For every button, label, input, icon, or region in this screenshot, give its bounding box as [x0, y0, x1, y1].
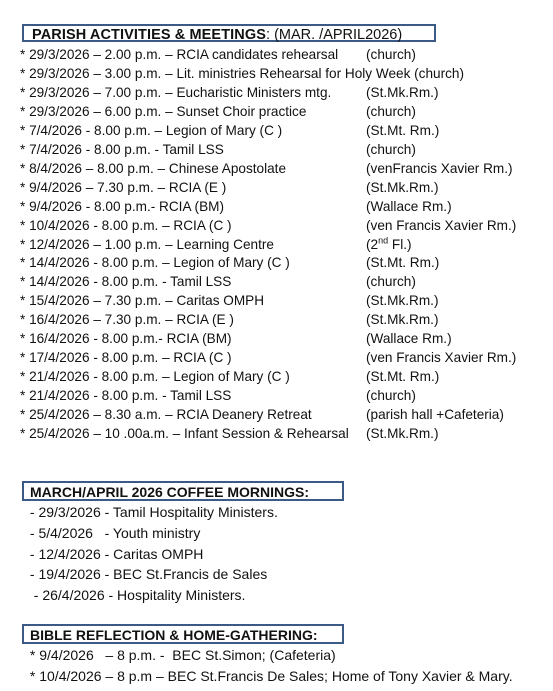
activity-text: * 7/4/2026 - 8.00 p.m. – Legion of Mary (C ): [20, 122, 283, 138]
activity-location-text: (St.Mk.Rm.): [366, 293, 439, 309]
activity-location-text: (St.Mt. Rm.): [366, 369, 440, 385]
activity-text: * 29/3/2026 – 6.00 p.m. – Sunset Choir practice: [20, 103, 307, 119]
activity-location-text: (church): [366, 274, 416, 290]
activity-text: * 9/4/2026 – 7.30 p.m. – RCIA (E ): [20, 179, 227, 195]
bible-reflection-heading: [22, 624, 344, 644]
activity-location: [366, 45, 416, 64]
bible-reflection-title: BIBLE REFLECTION & HOME-GATHERING:: [30, 627, 318, 643]
activity-text: * 17/4/2026 - 8.00 p.m. – RCIA (C ): [20, 350, 232, 366]
activity-location-text: (parish hall +Cafeteria): [366, 407, 504, 423]
activity-location: [366, 367, 439, 386]
activity-text: * 25/4/2026 – 10 .00a.m. – Infant Session & Rehearsal: [20, 426, 349, 441]
activity-location: [366, 291, 439, 310]
activity-location-text: (church): [366, 141, 416, 157]
coffee-mornings-title: MARCH/APRIL 2026 COFFEE MORNINGS: [30, 484, 305, 500]
coffee-morning-item: - 19/4/2026 - BEC St.Francis de Sales: [26, 566, 268, 583]
bible-gathering-item: * 10/4/2026 – 8 p.m – BEC St.Francis De Sales; Home of Tony Xavier & Mary.: [26, 668, 513, 684]
activity-text: * 25/4/2026 – 8.30 a.m. – RCIA Deanery Retreat: [20, 407, 312, 423]
activity-location: [366, 348, 516, 367]
activity-text: * 10/4/2026 - 8.00 p.m. – RCIA (C ): [20, 217, 232, 233]
activity-location-text: (2: [366, 236, 379, 252]
activity-location: [366, 310, 439, 329]
activity-location: [366, 83, 439, 102]
activity-location-text: (ven Francis Xavier Rm.): [366, 217, 517, 233]
parish-activities-title: PARISH ACTIVITIES & MEETINGS: [32, 27, 267, 43]
activity-text: * 9/4/2026 - 8.00 p.m.- RCIA (BM): [20, 198, 224, 214]
activity-location: [366, 102, 416, 121]
activity-text: * 14/4/2026 - 8.00 p.m. - Tamil LSS: [20, 274, 232, 290]
activity-text: * 21/4/2026 - 8.00 p.m. – Legion of Mary (C ): [20, 369, 290, 385]
coffee-morning-item: - 5/4/2026 - Youth ministry: [26, 524, 201, 541]
activity-location: [366, 424, 439, 443]
coffee-morning-item: - 26/4/2026 - Hospitality Ministers.: [26, 587, 246, 604]
activity-location-text: (St.Mk.Rm.): [366, 179, 439, 195]
coffee-mornings-heading: [22, 481, 344, 501]
activity-location: [366, 272, 416, 291]
activity-location-text: (St.Mt. Rm.): [366, 122, 440, 138]
activity-location: [366, 405, 504, 424]
activity-text: * 15/4/2026 – 7.30 p.m. – Caritas OMPH: [20, 293, 265, 309]
activity-location-text: (St.Mt. Rm.): [366, 255, 440, 271]
activity-text: * 7/4/2026 - 8.00 p.m. - Tamil LSS: [20, 141, 224, 157]
activity-location: [366, 159, 513, 178]
coffee-morning-item: - 12/4/2026 - Caritas OMPH: [26, 545, 204, 562]
activity-text: * 21/4/2026 - 8.00 p.m. - Tamil LSS: [20, 388, 232, 404]
coffee-mornings-colon: :: [304, 484, 310, 500]
parish-activities-date-range: : (MAR. /APRIL2026): [266, 27, 403, 43]
activity-location-text: (church): [366, 47, 416, 62]
bible-gathering-item: * 9/4/2026 – 8 p.m. - BEC St.Simon; (Cafeteria): [26, 647, 336, 663]
activity-location-text: (church): [366, 388, 416, 404]
activity-location: [366, 140, 416, 159]
activity-location: [366, 216, 516, 235]
activity-text: * 14/4/2026 - 8.00 p.m. – Legion of Mary (C ): [20, 255, 290, 271]
activity-location-text: (St.Mk.Rm.): [366, 312, 439, 328]
activity-location-text: (Wallace Rm.): [366, 198, 452, 214]
activity-location-text: (church): [366, 103, 416, 119]
activity-location: [366, 178, 439, 197]
activity-location-text: (St.Mk.Rm.): [366, 426, 439, 441]
activity-text: * 29/3/2026 – 7.00 p.m. – Eucharistic Ministers mtg.: [20, 84, 332, 100]
activity-location-text: (St.Mk.Rm.): [366, 84, 439, 100]
activity-text: * 29/3/2026 – 3.00 p.m. – Lit. ministries Rehearsal for Holy Week (church): [20, 65, 465, 81]
activity-text: * 16/4/2026 – 7.30 p.m. – RCIA (E ): [20, 312, 234, 328]
coffee-morning-item: - 29/3/2026 - Tamil Hospitality Ministers.: [26, 504, 278, 520]
activity-location-text: (venFrancis Xavier Rm.): [366, 160, 513, 176]
activity-location: [366, 329, 452, 348]
activity-location: [366, 121, 439, 140]
activity-location: [366, 386, 416, 405]
activity-location-suffix: Fl.): [388, 236, 412, 252]
activity-text: * 12/4/2026 – 1.00 p.m. – Learning Centre: [20, 236, 274, 252]
activity-location: [366, 253, 439, 272]
activity-text: * 8/4/2026 – 8.00 p.m. – Chinese Apostolate: [20, 160, 287, 176]
activity-location: [366, 197, 452, 216]
activity-location-text: (Wallace Rm.): [366, 331, 452, 347]
activity-location-text: (ven Francis Xavier Rm.): [366, 350, 517, 366]
activity-location-superscript: nd: [378, 234, 389, 245]
parish-activities-heading: [22, 24, 436, 42]
activity-text: * 16/4/2026 - 8.00 p.m.- RCIA (BM): [20, 331, 232, 347]
activity-text: * 29/3/2026 – 2.00 p.m. – RCIA candidates rehearsal: [20, 47, 339, 62]
activity-location: [366, 235, 412, 254]
